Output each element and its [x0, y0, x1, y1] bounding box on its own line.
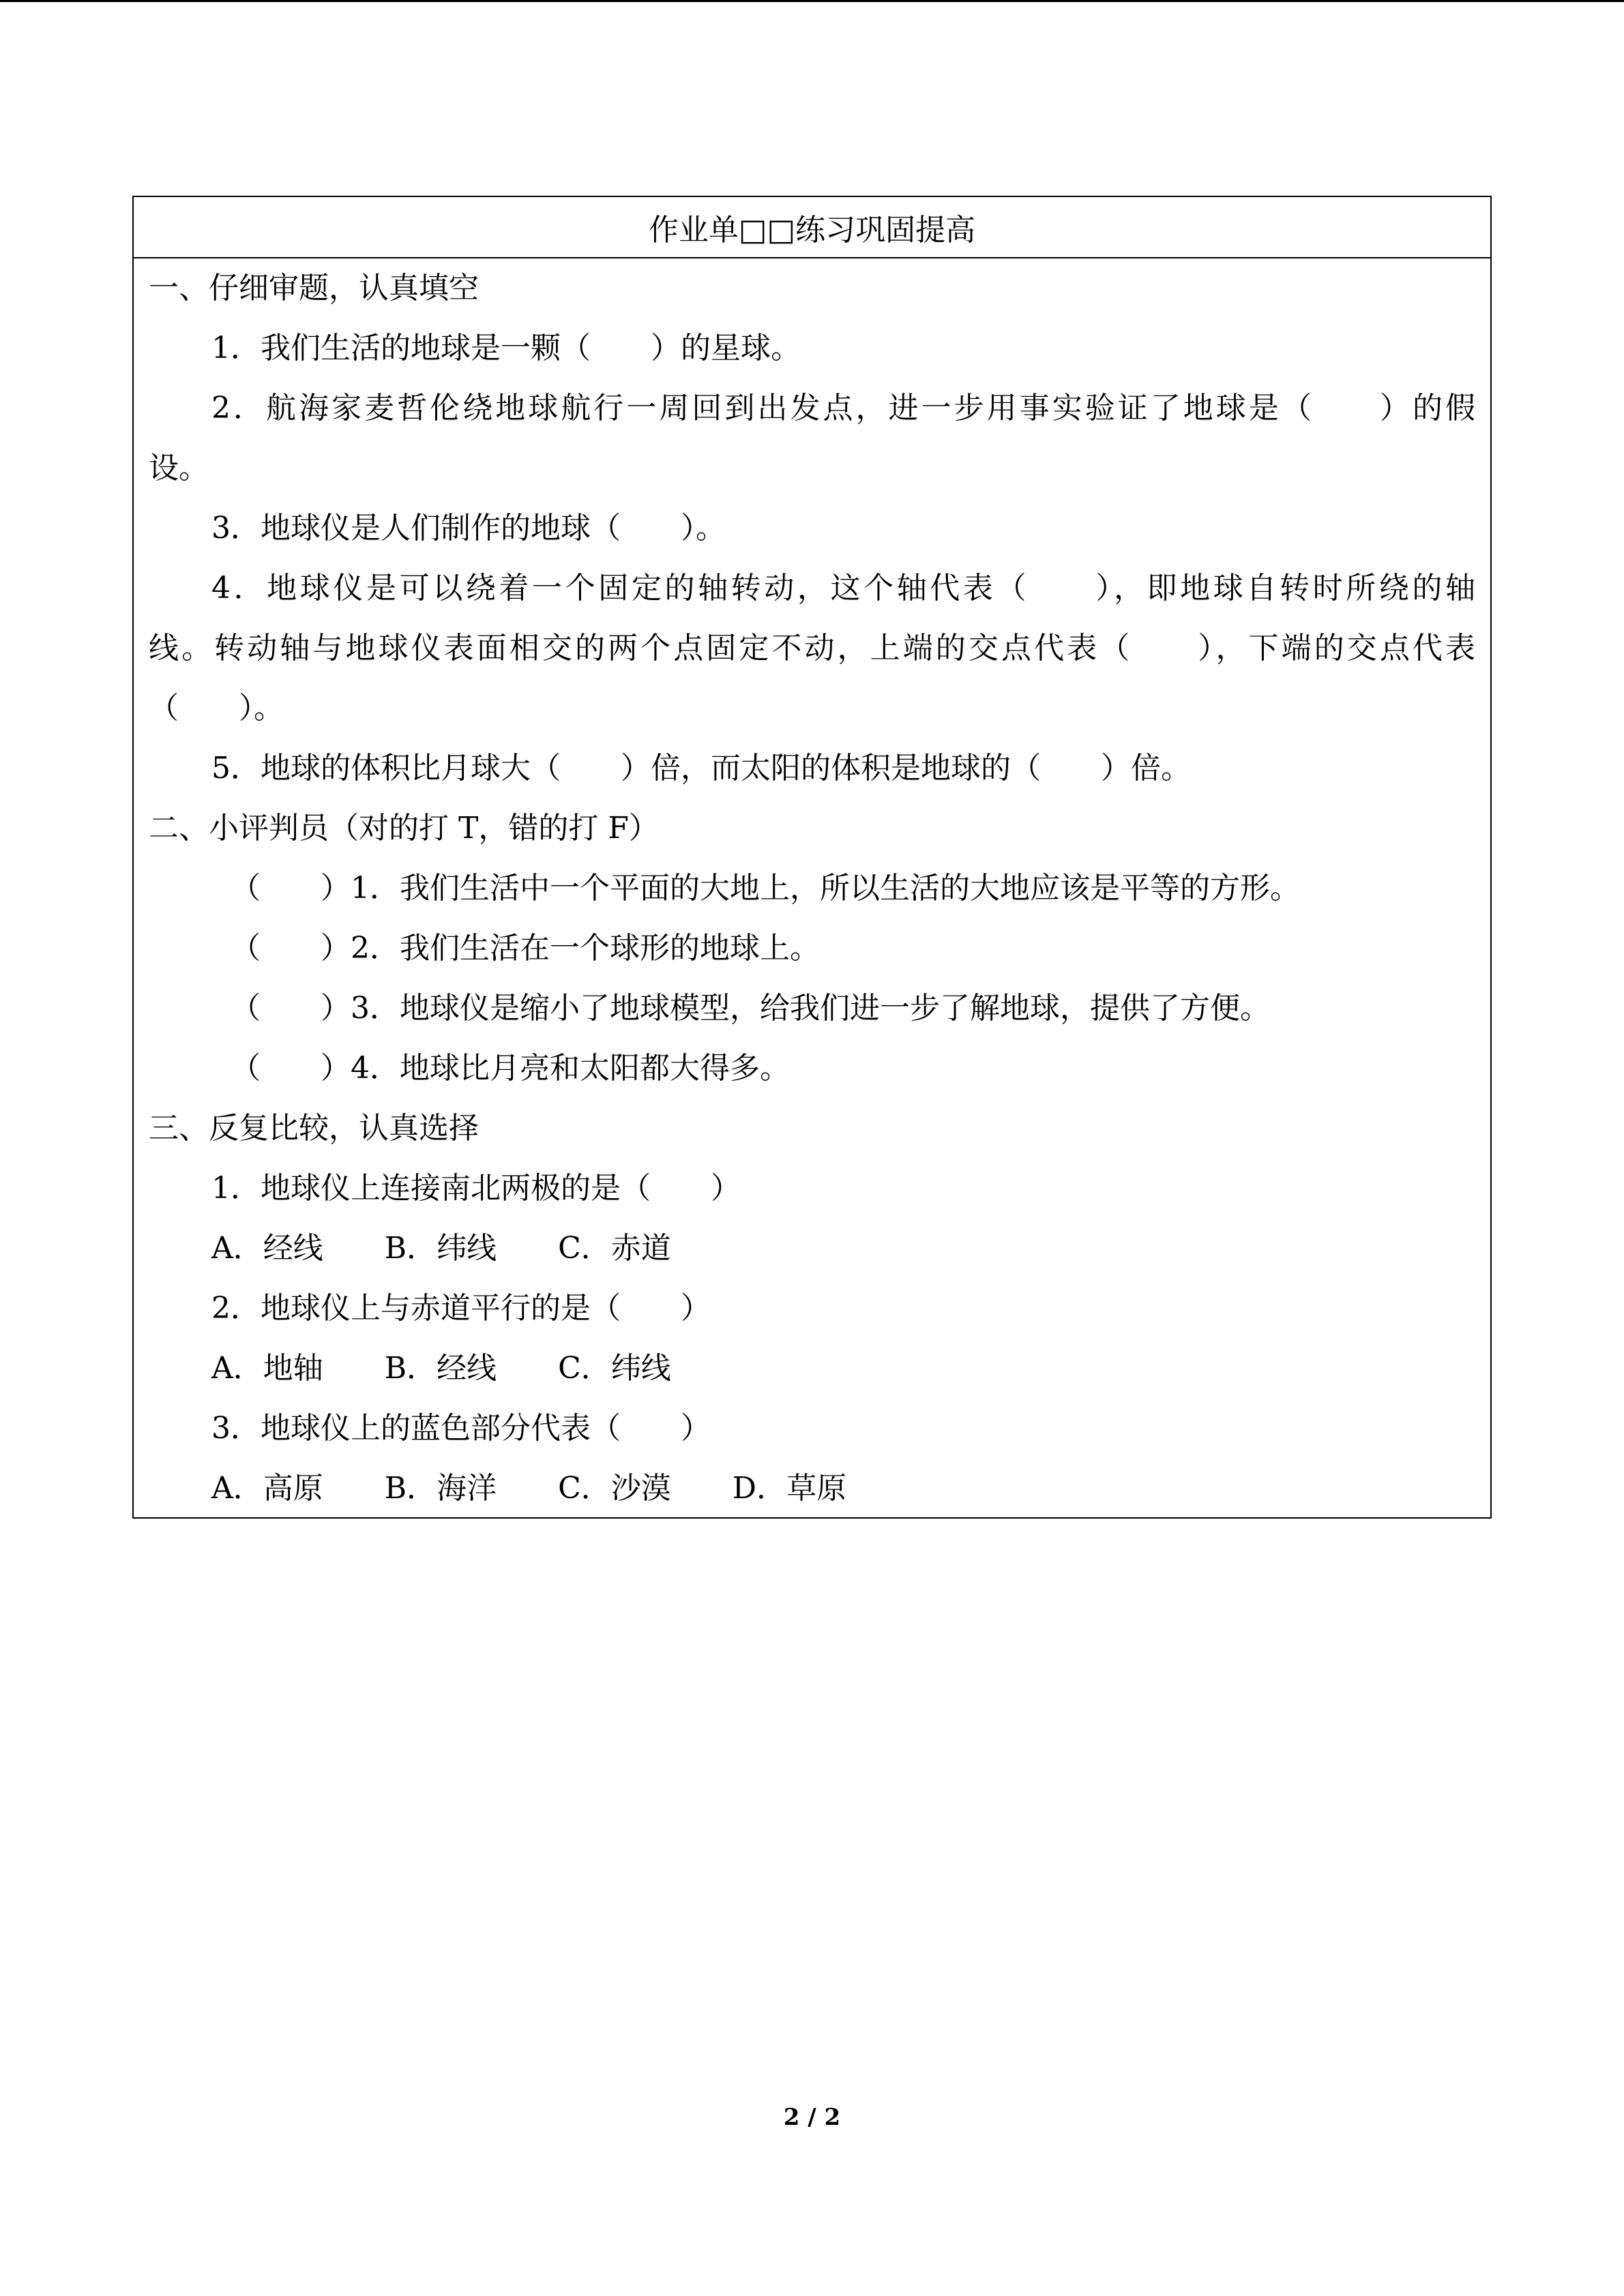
option-a: A．高原: [211, 1471, 323, 1506]
section3-q1-options: [149, 1219, 1475, 1279]
worksheet-content: [134, 258, 1490, 1519]
section2-item-4: （ ）4．地球比月亮和太阳都大得多。: [231, 1051, 790, 1086]
section3-q2-options: [149, 1339, 1475, 1399]
section3-q2-stem: 2．地球仪上与赤道平行的是（ ）: [211, 1291, 711, 1326]
option-a: A．经线: [211, 1231, 323, 1266]
section3-q3-options: [149, 1459, 1475, 1519]
section1-q1: 1．我们生活的地球是一颗（ ）的星球。: [211, 331, 801, 366]
section3-heading: 三、反复比较，认真选择: [149, 1111, 479, 1146]
worksheet-table: [132, 196, 1492, 1519]
section2-item-3: （ ）3．地球仪是缩小了地球模型，给我们进一步了解地球，提供了方便。: [231, 991, 1270, 1026]
option-c: C．沙漠: [558, 1471, 671, 1506]
option-b: B．海洋: [384, 1471, 497, 1506]
section1-q3: 3．地球仪是人们制作的地球（ ）。: [211, 511, 726, 546]
section2-item-1: （ ）1．我们生活中一个平面的大地上，所以生活的大地应该是平等的方形。: [231, 871, 1300, 906]
option-b: B．经线: [384, 1351, 497, 1386]
option-a: A．地轴: [211, 1351, 323, 1386]
option-d: D．草原: [732, 1471, 847, 1506]
section1-heading: 一、仔细审题，认真填空: [149, 271, 479, 305]
option-c: C．纬线: [558, 1351, 671, 1386]
option-b: B．纬线: [384, 1231, 497, 1266]
section1-q4-line3: （ ）。: [149, 691, 284, 726]
section2-item-2: （ ）2．我们生活在一个球形的地球上。: [231, 931, 820, 966]
page-number: 2 / 2: [783, 2104, 841, 2131]
section2-heading: 二、小评判员（对的打 T，错的打 F）: [149, 811, 659, 846]
section3-q1-stem: 1．地球仪上连接南北两极的是（ ）: [211, 1171, 741, 1206]
top-border-line: [0, 0, 1624, 2]
section1-q5: 5．地球的体积比月球大（ ）倍，而太阳的体积是地球的（ ）倍。: [211, 751, 1191, 786]
worksheet-title: 作业单□□练习巩固提高: [134, 197, 1490, 258]
option-c: C．赤道: [558, 1231, 671, 1266]
section1-q2-line2: 设。: [149, 451, 209, 486]
section1-q4-line1: 4．地球仪是可以绕着一个固定的轴转动，这个轴代表（ ），即地球自转时所绕的轴: [211, 571, 1475, 606]
section1-q4-line2: 线。转动轴与地球仪表面相交的两个点固定不动，上端的交点代表（ ），下端的交点代表: [149, 631, 1475, 666]
section1-q2-line1: 2．航海家麦哲伦绕地球航行一周回到出发点，进一步用事实验证了地球是（ ）的假: [211, 391, 1475, 426]
section3-q3-stem: 3．地球仪上的蓝色部分代表（ ）: [211, 1411, 711, 1446]
